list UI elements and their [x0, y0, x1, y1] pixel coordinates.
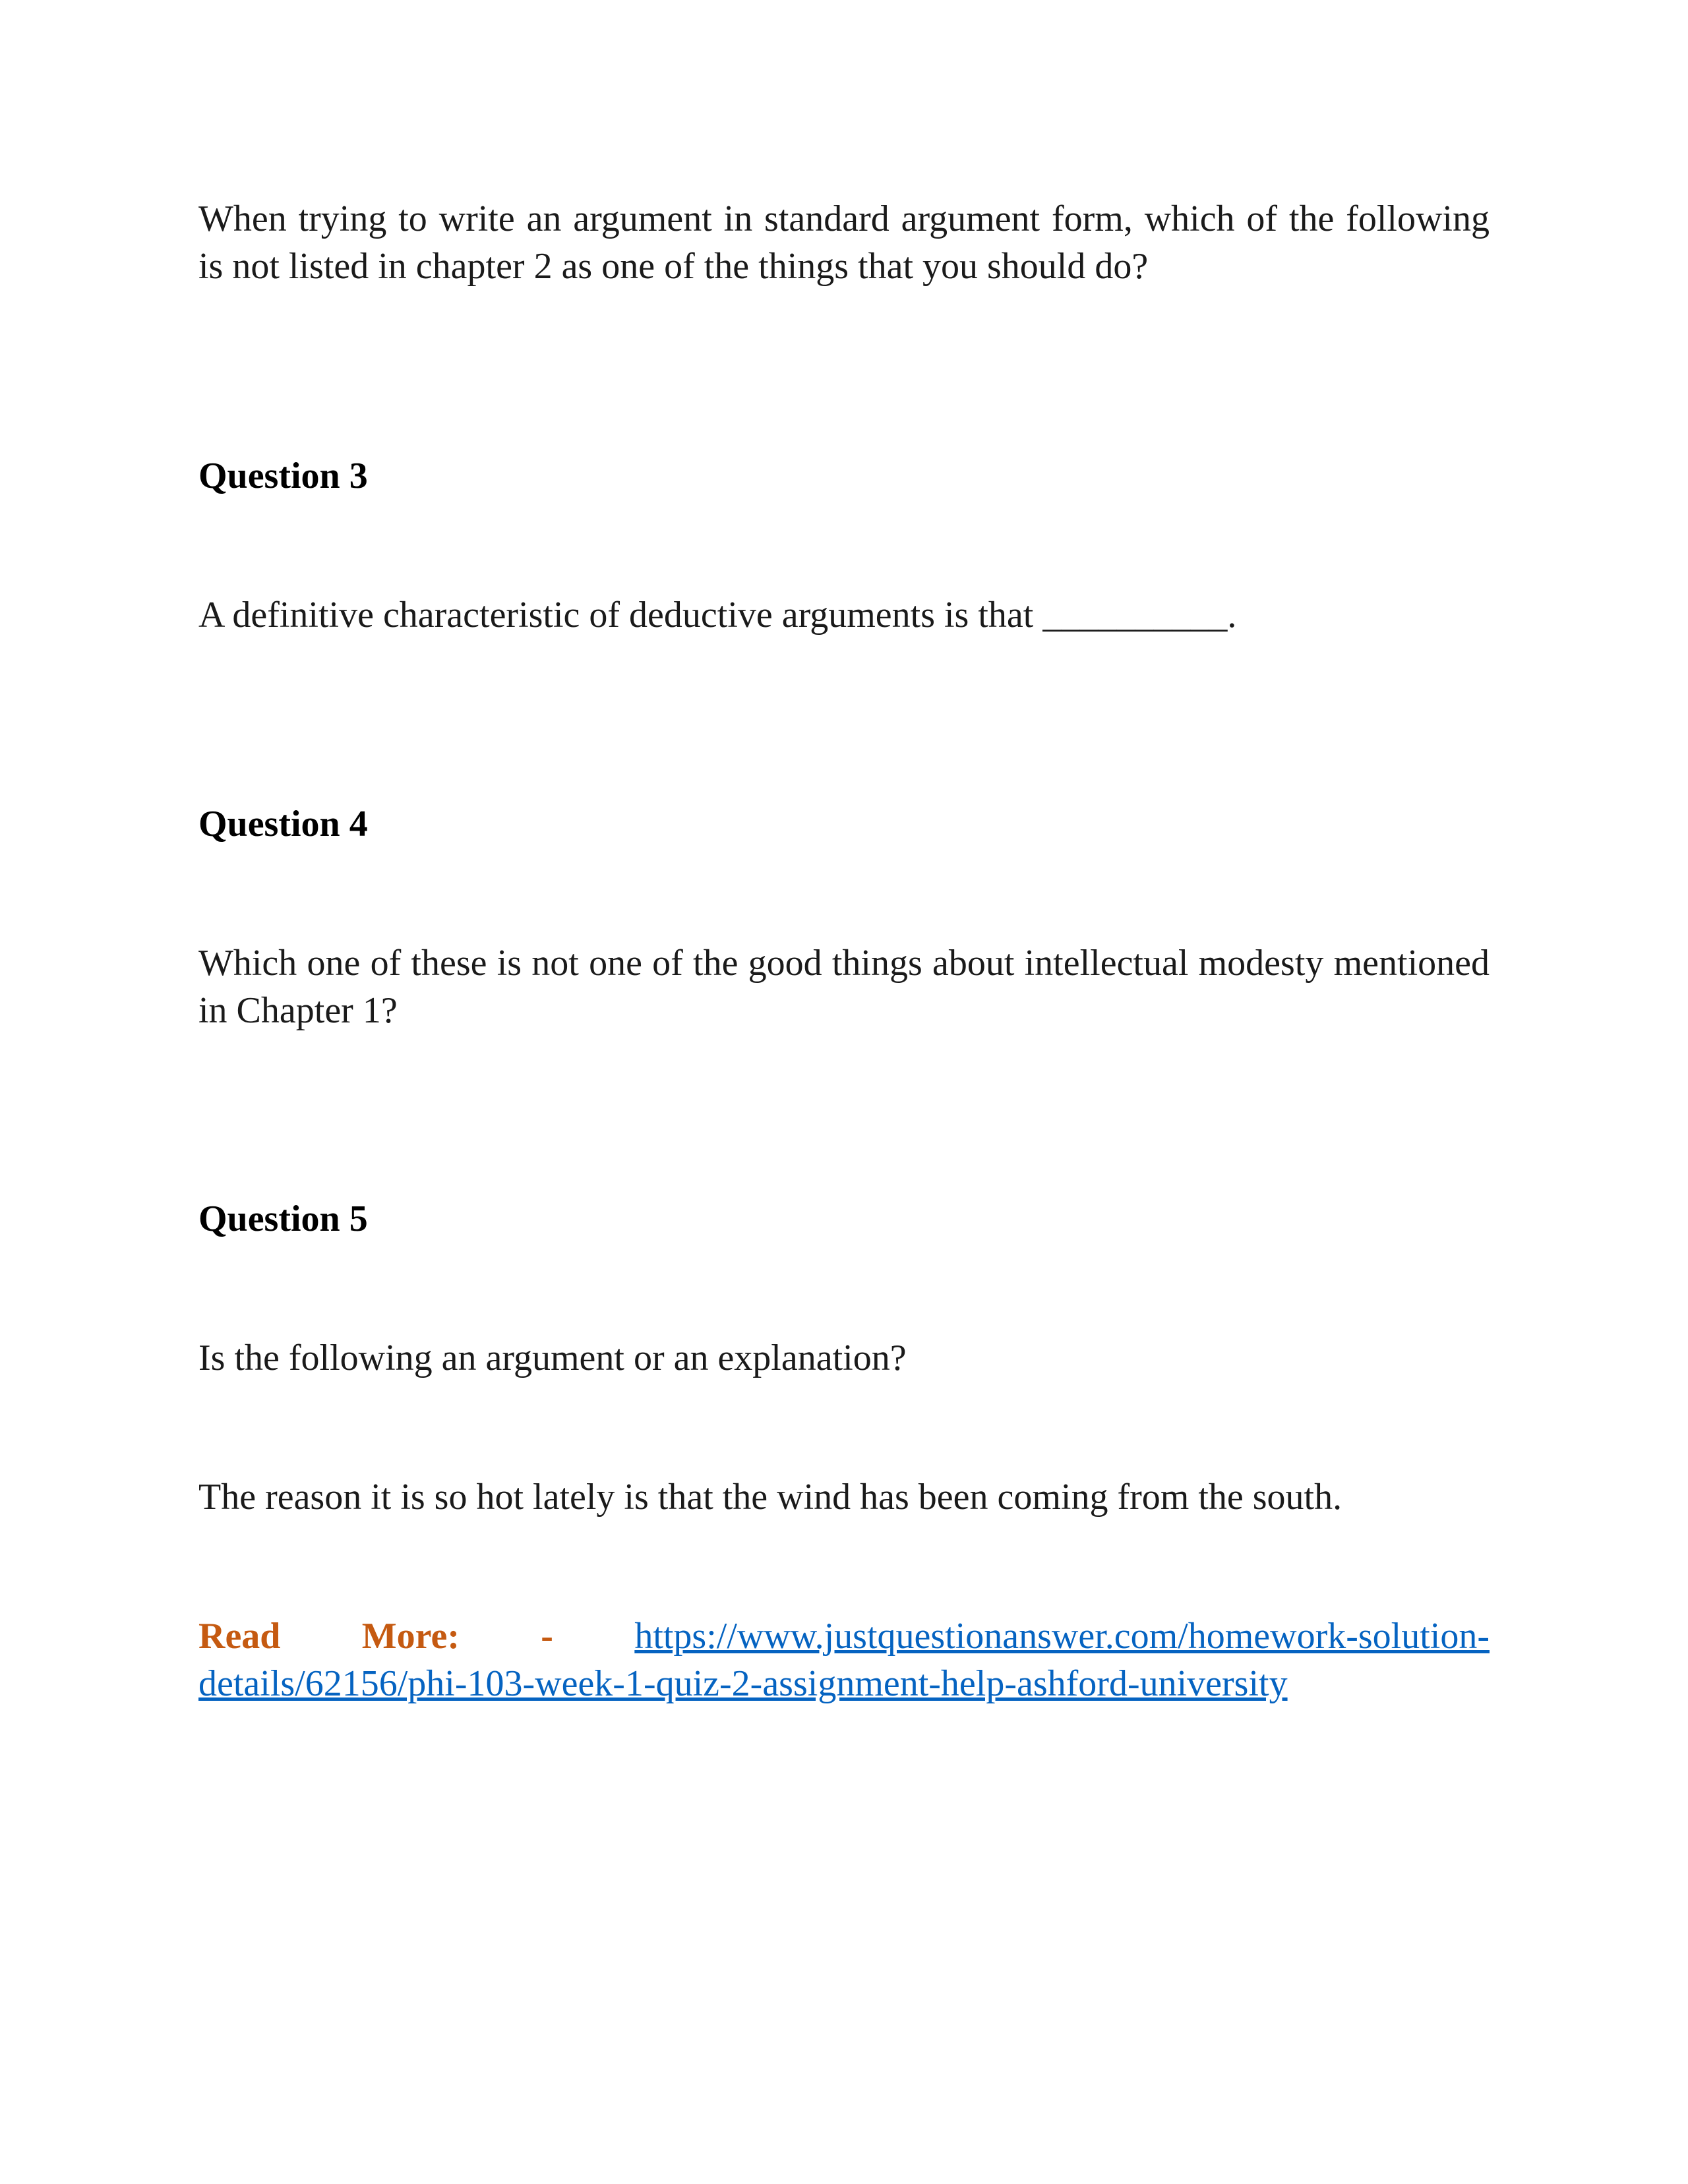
question-3-text: A definitive characteristic of deductive arguments is that __________. [198, 595, 1237, 635]
question-4-heading: Question 4 [198, 804, 368, 844]
question-4-text: Which one of these is not one of the good things about intellectual modesty mentioned in Chapter 1? [198, 943, 1490, 1031]
question-3-heading: Question 3 [198, 456, 368, 496]
read-more-link[interactable]: https://www.justquestionanswer.com/homework-solution-details/62156/phi-103-week-1-quiz-2-assignment-help-ashford-university [198, 1616, 1490, 1704]
question-5-heading: Question 5 [198, 1198, 368, 1239]
question-2-text: When trying to write an argument in standard argument form, which of the following is not listed in chapter 2 as one of the things that you should do? [198, 198, 1490, 287]
read-more-label: Read More: - [198, 1616, 553, 1657]
question-5-text: Is the following an argument or an explanation? [198, 1338, 907, 1378]
question-5-passage: The reason it is so hot lately is that the wind has been coming from the south. [198, 1477, 1342, 1518]
read-more-line [198, 1612, 1490, 1707]
